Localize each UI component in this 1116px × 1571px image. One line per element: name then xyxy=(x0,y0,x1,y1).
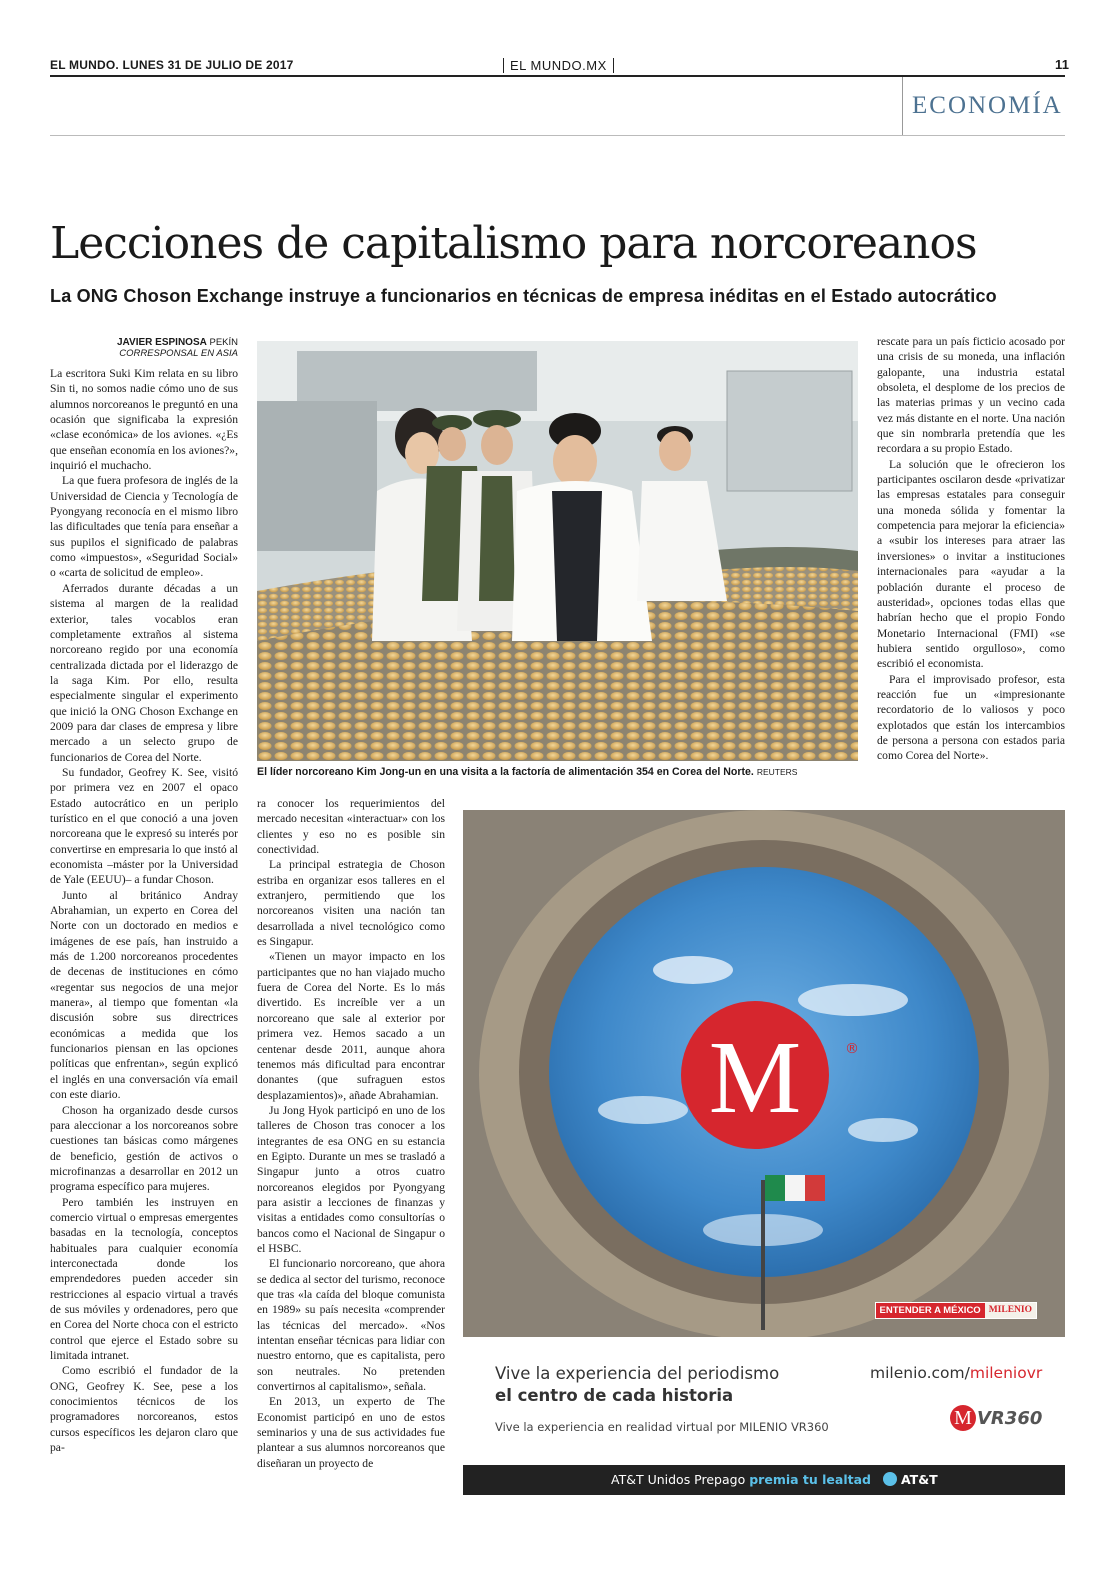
paragraph: Aferrados durante décadas a un sistema al margen de la realidad exterior, tales vocablos eran completamente extraños al sistema norcoreano regido por una economía centralizada dictada por el liderazgo de la saga Kim. Por ello, resulta especialmente singular el experimento que inició la ONG Choson Exchange en 2009 para dar clases de empresa y libre mercado a un selecto grupo de funcionarios de Corea del Norte. xyxy=(50,581,238,764)
paragraph: Junto al británico Andray Abrahamian, un experto en Corea del Norte con un doctorado en medios e imágenes de ese país, han instruido a más de 1.200 norcoreanos procedentes de decenas de instituciones en cómo «regentar sus negocios de una mejor manera», al tiempo que fomentan «la discusión sobre sus directrices económicas a medida que los funcionarios piensan en las opciones políticas que enfrentan», según explicó el inglés en una conversación vía email con este diario. xyxy=(50,888,238,1102)
paragraph: La escritora Suki Kim relata en su libro Sin ti, no somos nadie cómo uno de sus alumnos norcoreanos le preguntó en una ocasión que significaba la expresión «clase económica» de los aviones. «¿Es que enseñan economía en los aviones?», inquirió el muchacho. xyxy=(50,367,238,473)
ad-tag xyxy=(875,1302,1037,1319)
paragraph: La principal estrategia de Choson estriba en organizar esos talleres en el extranjero, permitiendo que los norcoreanos visiten una nación tan desarrollada a nivel tecnológico como es Singapur. xyxy=(257,858,445,949)
ad-tag-right: MILENIO xyxy=(985,1303,1036,1318)
paragraph: La solución que le ofrecieron los participantes oscilaron desde «privatizar las empresas estatales para conseguir una moneda sólida y fomentar la competencia para mejorar la eficiencia» a «subir los intereses para atraer las inversiones» o invitar a instituciones internacionales para «ayudar a la población durante el proceso de austeridad», opciones todas ellas que habrían hecho que el propio Fondo Monetario Internacional (FMI) «se hubiera sentido orgulloso», como escribió el economista. xyxy=(877,457,1065,671)
ad-line-1: Vive la experiencia del periodismo xyxy=(495,1364,780,1383)
paragraph: El funcionario norcoreano, que ahora se dedica al sector del turismo, reconoce que tras «la caída del bloque comunista en 1989» su país necesita «comprender las técnicas del mercado». «Nos intentan enseñar técnicas para lidiar con nuestro entorno, que es capitalista, pero son neutrales. No pretenden convertirnos al capitalismo», señala. xyxy=(257,1257,445,1394)
paragraph: Para el improvisado profesor, esta reacción fue un «impresionante recordatorio de lo valiosos y poco explotados que están los intercambios de persona a persona con estados paria como Corea del Norte». xyxy=(877,672,1065,763)
paragraph: «Tienen un mayor impacto en los participantes que no han viajado mucho fuera de Corea del Norte. Es lo más divertido. Es increíble ver a un norcoreano que sale al exterior por primera vez. Hemos sacado a un centenar desde 2011, aunque ahora tenemos más dificultad para encontrar donantes (que sufraguen estos desplazamientos)», añade Abrahamian. xyxy=(257,950,445,1102)
section-divider xyxy=(902,77,903,135)
paragraph: Choson ha organizado desde cursos para aleccionar a los norcoreanos sobre cuestiones tan básicas como márgenes de beneficio, gestión de activos o microfinanzas a desarrollar en 2012 un programa específico para mujeres. xyxy=(50,1103,238,1194)
ad-line-2: el centro de cada historia xyxy=(495,1386,734,1405)
paragraph: rescate para un país ficticio acosado por una crisis de su moneda, una inflación galopante, una industria estatal obsoleta, el desplome de los precios de las materias primas y un vecino cada vez más distante en el norte. Una nación que sin nombrarla pretendía que les recordara a su propio Estado. xyxy=(877,335,1065,456)
main-photo xyxy=(257,341,858,761)
ad-line-3: Vive la experiencia en realidad virtual por MILENIO VR360 xyxy=(495,1420,829,1434)
headline: Lecciones de capitalismo para norcoreanos xyxy=(50,218,977,269)
article-column-2 xyxy=(257,796,445,1496)
ad-tag-left: ENTENDER A MÉXICO xyxy=(876,1303,985,1318)
paragraph: Como escribió el fundador de la ONG, Geofrey K. See, pese a los conocimientos técnicos de los programadores norcoreanos, estos cursos específicos les dejaron claro que pa- xyxy=(50,1364,238,1455)
byline-name: JAVIER ESPINOSA xyxy=(117,337,207,348)
subheadline: La ONG Choson Exchange instruye a funcionarios en técnicas de empresa inéditas en el Estado autocrático xyxy=(50,286,997,306)
ad-url[interactable] xyxy=(870,1364,1042,1382)
milenio-logo-letter: M xyxy=(708,1020,802,1135)
section-title: ECONOMÍA xyxy=(912,92,1063,119)
paragraph: Ju Jong Hyok participó en uno de los talleres de Choson tras conocer a los integrantes de esa ONG en su estancia en Egipto. Durante un mes se trasladó a Singapur junto a otros cuatro norcoreanos elegidos por Pyongyang para asistir a lecciones de finanzas y visitas a entidades como consultorías o bancos como el Nacional de Singapur o el HSBC. xyxy=(257,1103,445,1255)
att-globe-icon xyxy=(883,1472,897,1486)
att-banner[interactable] xyxy=(463,1465,1065,1495)
vr-logo-text: VR360 xyxy=(977,1407,1043,1429)
paragraph: En 2013, un experto de The Economist participó en uno de estos seminarios y una de sus actividades fue plantear a sus alumnos norcoreanos que diseñaran un proyecto de xyxy=(257,1395,445,1470)
header-rule xyxy=(50,75,1065,77)
section-rule xyxy=(50,135,1065,136)
flagpole xyxy=(761,1180,765,1330)
paragraph: Pero también les instruyen en comercio virtual o empresas emergentes basadas en la tecnología, conceptos habituales para cualquier economía interconectada donde los emprendedores pueden acceder sin restricciones al espacio virtual a través de sus móviles y ordenadores, pero que en Corea del Norte choca con el estricto control que ejerce el Estado sobre su limitada intranet. xyxy=(50,1195,238,1362)
vr360-logo xyxy=(950,1405,1042,1431)
article-column-3 xyxy=(877,334,1065,784)
paragraph: Su fundador, Geofrey K. See, visitó por primera vez en 2007 el opaco Estado autocrático en un periplo turístico en el que conoció a una joven norcoreana que le expresó su interés por convertirse en empresaria lo que instó al economista –máster por la Universidad de Yale (EEUU)– a fundar Choson. xyxy=(50,765,238,887)
att-brand: AT&T xyxy=(900,1472,938,1487)
byline-role: CORRESPONSAL EN ASIA xyxy=(119,348,238,359)
att-text: AT&T Unidos Prepago xyxy=(611,1472,746,1487)
header-date: EL MUNDO. LUNES 31 DE JULIO DE 2017 xyxy=(50,58,294,72)
factory-photo-illustration xyxy=(257,341,858,761)
photo-credit: REUTERS xyxy=(756,767,798,777)
att-accent: premia tu lealtad xyxy=(749,1472,871,1487)
caption-text: El líder norcoreano Kim Jong-un en una visita a la factoría de alimentación 354 en Corea del Norte. xyxy=(257,766,754,778)
ad-url-accent: mileniovr xyxy=(969,1364,1043,1382)
paragraph: La que fuera profesora de inglés de la Universidad de Ciencia y Tecnología de Pyongyang reconocía en el mismo libro las dificultades que tenía para enseñar a sus pupilos el significado de palabras como «impuestos», «Seguridad Social» o «carta de solicitud de empleo». xyxy=(50,474,238,580)
zocalo-panorama-illustration xyxy=(463,810,1065,1337)
ad-url-prefix: milenio.com/ xyxy=(870,1364,970,1382)
photo-caption xyxy=(257,766,797,778)
article-column-1 xyxy=(50,366,238,1476)
page-number: 11 xyxy=(1055,57,1070,72)
header-site[interactable]: EL MUNDO.MX xyxy=(503,58,614,73)
paragraph: ra conocer los requerimientos del mercado necesitan «interactuar» con los clientes y eso no es posible sin conectividad. xyxy=(257,797,445,857)
byline xyxy=(50,337,238,359)
att-banner-content xyxy=(611,1472,938,1487)
registered-mark: ® xyxy=(845,1041,859,1057)
byline-city: PEKÍN xyxy=(209,337,238,348)
vr-logo-m: M xyxy=(950,1405,976,1431)
ad-photo[interactable] xyxy=(463,810,1065,1337)
